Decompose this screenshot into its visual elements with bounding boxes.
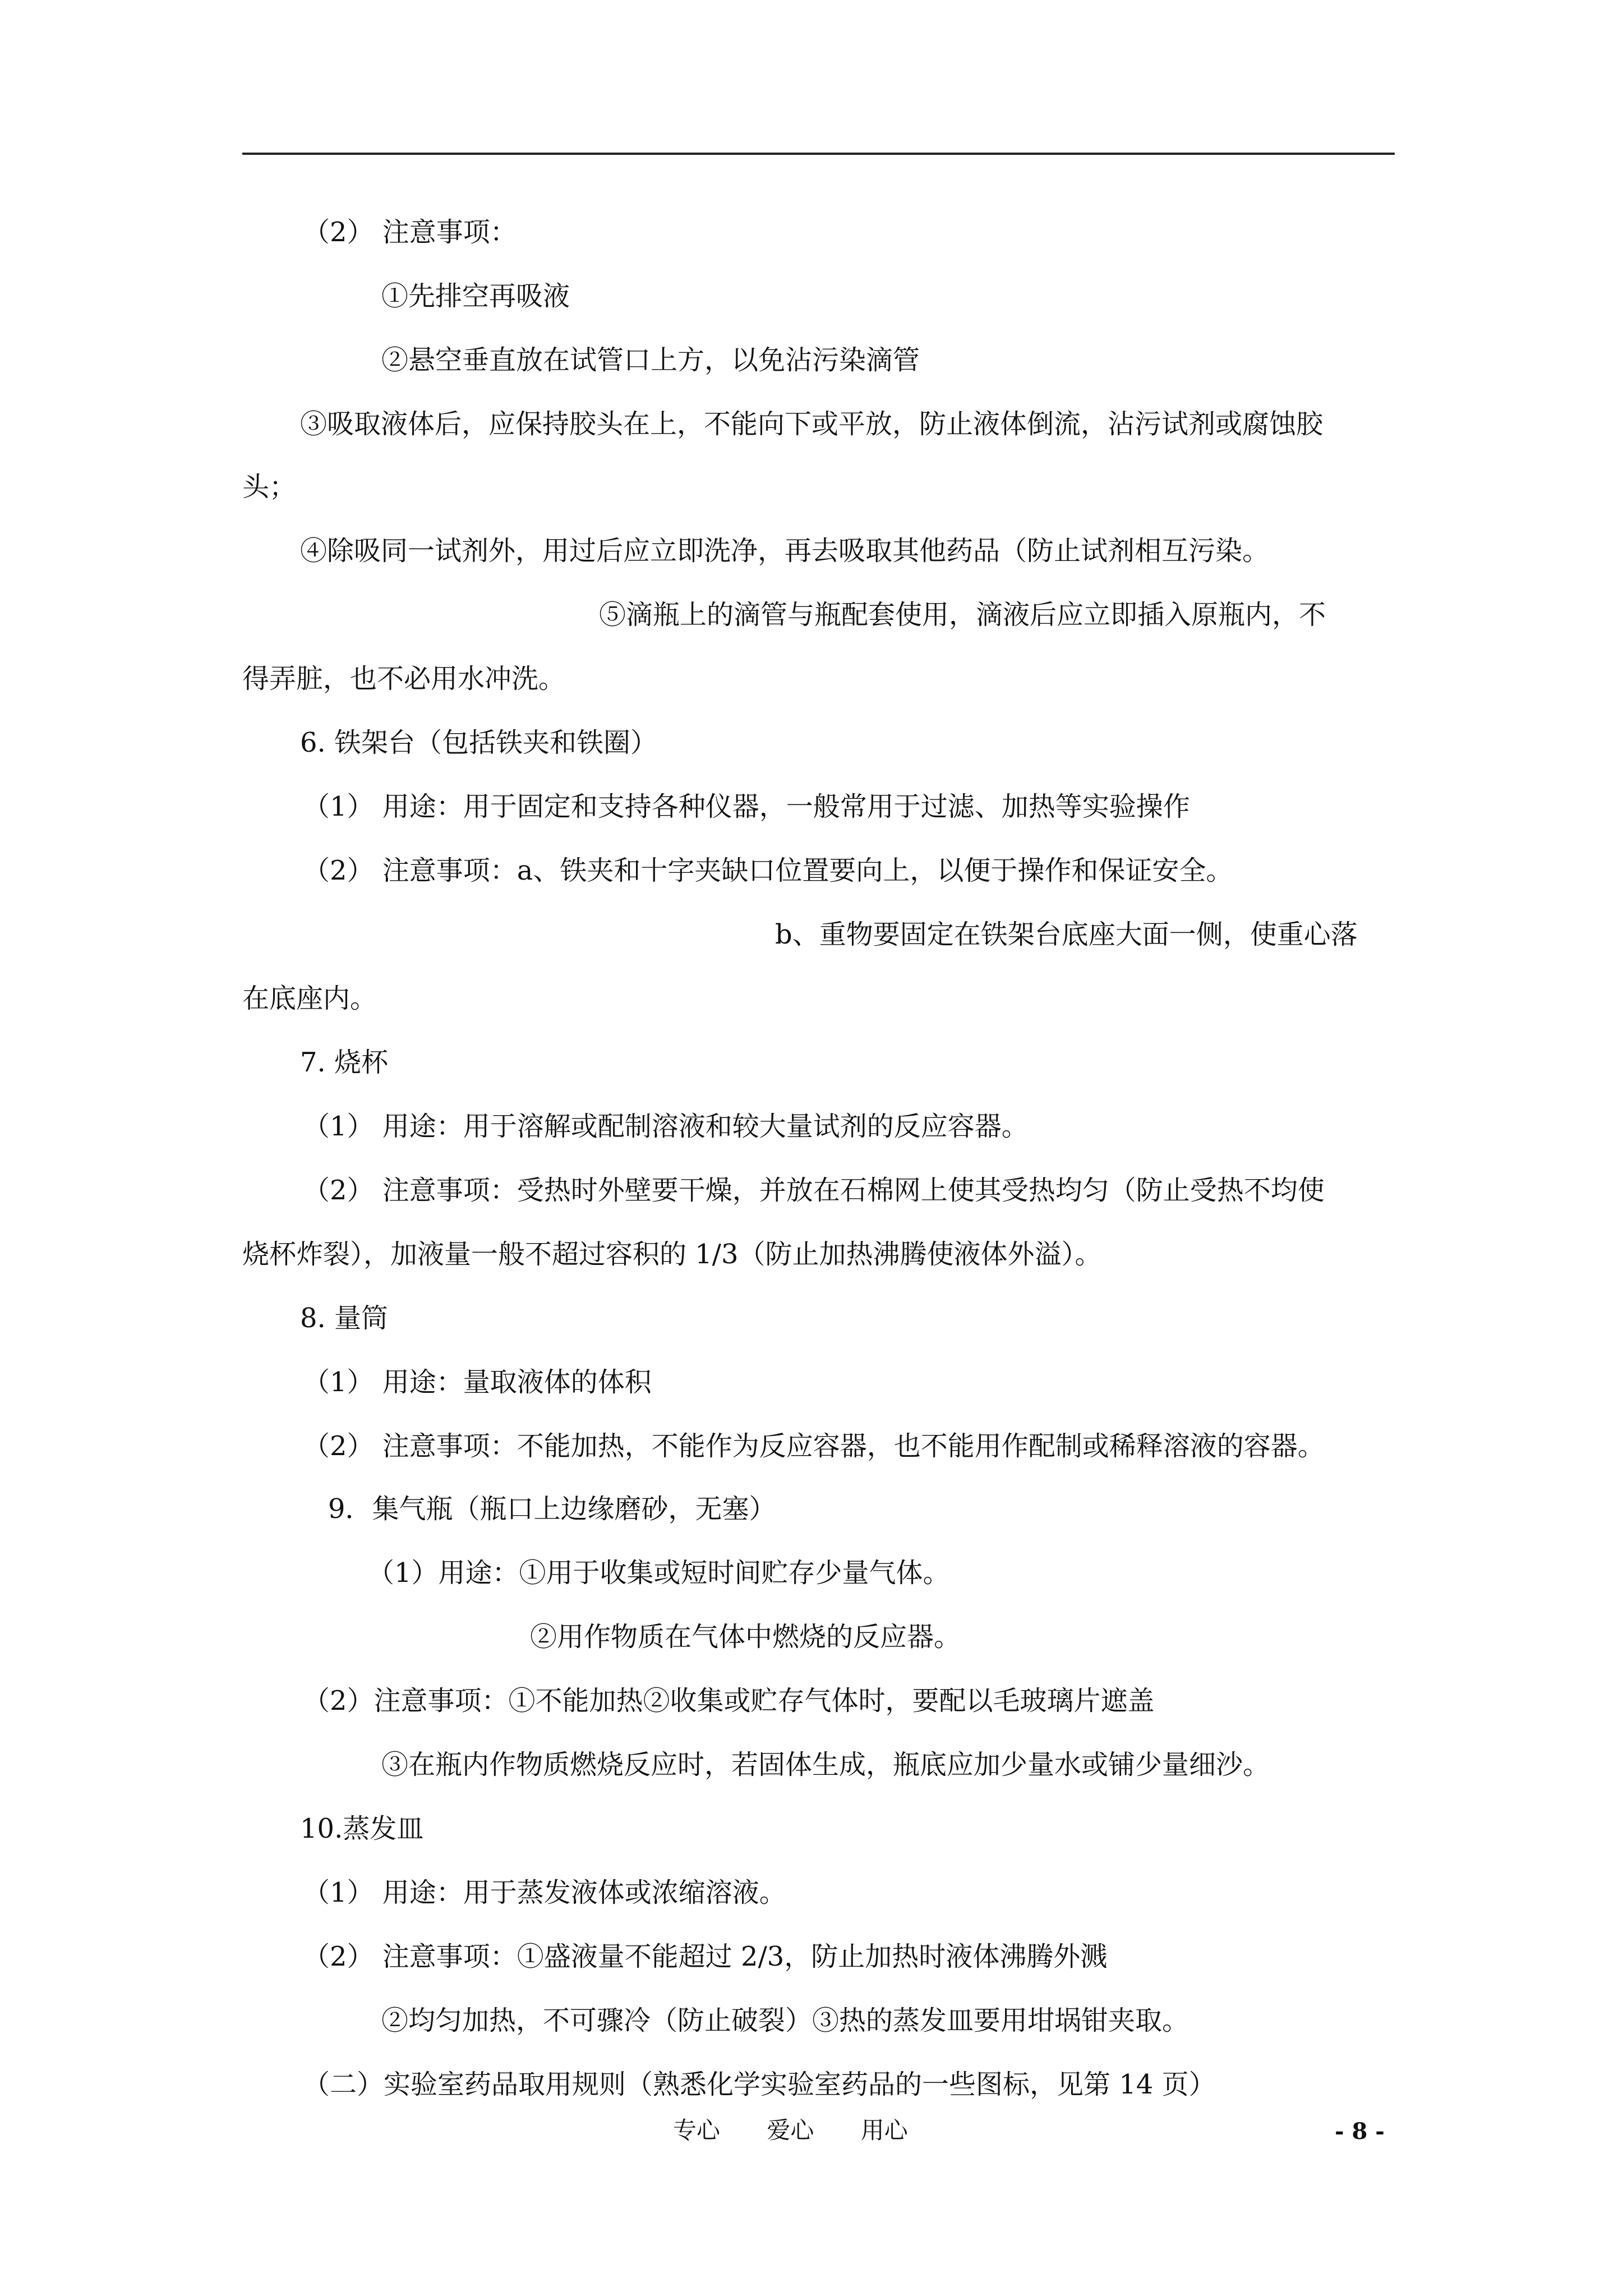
text-line: （1） 用途：用于溶解或配制溶液和较大量试剂的反应容器。 (303, 1111, 1029, 1142)
text-line: （1） 用途：用于蒸发液体或浓缩溶液。 (303, 1877, 786, 1908)
text-line: ④除吸同一试剂外，用过后应立即洗净，再去吸取其他药品（防止试剂相互污染。 (300, 535, 1270, 567)
text-line: ③吸取液体后，应保持胶头在上，不能向下或平放，防止液体倒流，沾污试剂或腐蚀胶 (300, 408, 1324, 440)
section-heading: 6. 铁架台（包括铁夹和铁圈） (300, 727, 658, 758)
text-line: ⑤滴瓶上的滴管与瓶配套使用，滴液后应立即插入原瓶内，不 (599, 599, 1326, 631)
text-line: （2）注意事项：①不能加热②收集或贮存气体时，要配以毛玻璃片遮盖 (303, 1685, 1155, 1717)
footer-slogan (673, 2115, 908, 2146)
text-line: ③在瓶内作物质燃烧反应时，若固体生成，瓶底应加少量水或铺少量细沙。 (381, 1749, 1270, 1780)
page-number: - 8 - (1335, 2118, 1385, 2145)
section-heading: （二）实验室药品取用规则（熟悉化学实验室药品的一些图标，见第 14 页） (303, 2069, 1216, 2100)
text-line: b、重物要固定在铁架台底座大面一侧，使重心落 (775, 919, 1358, 950)
text-line: （2） 注意事项： (303, 217, 517, 248)
section-heading: 7. 烧杯 (300, 1047, 389, 1078)
text-line: ②悬空垂直放在试管口上方，以免沾污染滴管 (381, 344, 920, 376)
text-line: 头； (242, 471, 297, 503)
text-line: （2） 注意事项：①盛液量不能超过 2/3，防止加热时液体沸腾外溅 (303, 1941, 1108, 1972)
text-line: （1）用途：①用于收集或短时间贮存少量气体。 (367, 1557, 950, 1589)
footer-slogan-word: 专心 (673, 2116, 721, 2144)
text-line: （1） 用途：用于固定和支持各种仪器，一般常用于过滤、加热等实验操作 (303, 791, 1190, 822)
section-heading: 9．集气瓶（瓶口上边缘磨砂，无塞） (328, 1493, 776, 1525)
text-line: （2） 注意事项：不能加热，不能作为反应容器，也不能用作配制或稀释溶液的容器。 (303, 1430, 1325, 1462)
text-line: 烧杯炸裂），加液量一般不超过容积的 1/3（防止加热沸腾使液体外溢）。 (242, 1239, 1102, 1270)
text-line: ①先排空再吸液 (381, 280, 570, 312)
text-line: ②用作物质在气体中燃烧的反应器。 (530, 1621, 961, 1653)
text-line: 得弄脏，也不必用水冲洗。 (242, 663, 566, 694)
text-line: （2） 注意事项：受热时外壁要干燥，并放在石棉网上使其受热均匀（防止受热不均使 (303, 1175, 1325, 1206)
section-heading: 10.蒸发皿 (300, 1813, 424, 1844)
text-line: （2） 注意事项：a、铁夹和十字夹缺口位置要向上，以便于操作和保证安全。 (303, 855, 1233, 886)
text-line: ②均匀加热，不可骤冷（防止破裂）③热的蒸发皿要用坩埚钳夹取。 (381, 2005, 1189, 2036)
text-line: （1） 用途：量取液体的体积 (303, 1366, 652, 1398)
text-line: 在底座内。 (242, 983, 377, 1014)
header-rule (242, 153, 1395, 155)
section-heading: 8. 量筒 (300, 1303, 389, 1334)
footer-slogan-word: 用心 (860, 2116, 908, 2144)
footer-slogan-word: 爱心 (767, 2116, 814, 2144)
